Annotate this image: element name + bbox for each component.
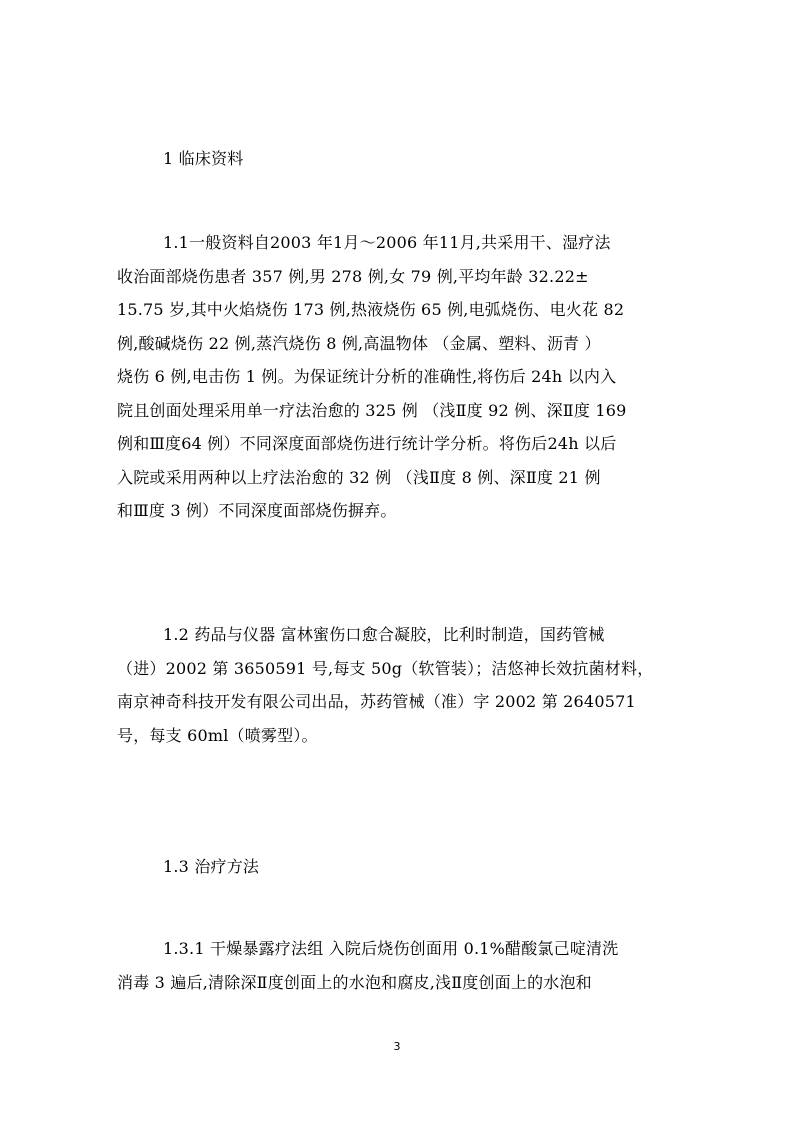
- paragraph-line: 号，每支 60ml（喷雾型）。: [117, 725, 318, 745]
- heading-clinical-data: [117, 142, 702, 176]
- paragraph-line: 1.1一般资料自2003 年1月～2006 年11月,共采用干、湿疗法: [163, 233, 611, 252]
- heading-treatment-method: [117, 850, 702, 884]
- paragraph-line: 南京神奇科技开发有限公司出品，苏药管械（准）字 2002 第 2640571: [117, 692, 636, 711]
- paragraph-line: 和Ⅲ度 3 例）不同深度面部烧伤摒弃。: [117, 501, 397, 520]
- paragraph-line: （进）2002 第 3650591 号,每支 50g（软管装）；洁悠神长效抗菌材料，: [117, 658, 654, 678]
- paragraph-line: 例和Ⅲ度64 例）不同深度面部烧伤进行统计学分析。将伤后24h 以后: [117, 434, 617, 453]
- paragraph-line: 烧伤 6 例,电击伤 1 例。为保证统计分析的准确性,将伤后 24h 以内入: [117, 367, 617, 386]
- paragraph-line: 消毒 3 遍后,清除深Ⅱ度创面上的水泡和腐皮,浅Ⅱ度创面上的水泡和: [117, 972, 592, 992]
- paragraph-line: 入院或采用两种以上疗法治愈的 32 例 （浅Ⅱ度 8 例、深Ⅱ度 21 例: [117, 467, 601, 487]
- paragraph-1-1-general-data: [117, 226, 702, 528]
- paragraph-line: 1.3.1 干燥暴露疗法组 入院后烧伤创面用 0.1%醋酸氯己啶清洗: [163, 939, 619, 958]
- paragraph-1-3-1-dry-exposure: [117, 932, 702, 999]
- paragraph-line: 15.75 岁,其中火焰烧伤 173 例,热液烧伤 65 例,电弧烧伤、电火花 82: [117, 300, 625, 319]
- paragraph-line: 院且创面处理采用单一疗法治愈的 325 例 （浅Ⅱ度 92 例、深Ⅱ度 169: [117, 400, 627, 420]
- page-number: 3: [393, 1040, 401, 1053]
- paragraph-line: 收治面部烧伤患者 357 例,男 278 例,女 79 例,平均年龄 32.22±: [117, 266, 589, 286]
- heading-text: 1.3 治疗方法: [163, 857, 260, 876]
- paragraph-1-2-drugs-instruments: [117, 618, 702, 752]
- paragraph-line: 例,酸碱烧伤 22 例,蒸汽烧伤 8 例,高温物体 （金属、塑料、沥青 ）: [117, 333, 601, 353]
- paragraph-line: 1.2 药品与仪器 富林蜜伤口愈合凝胶，比利时制造，国药管械: [163, 625, 605, 644]
- heading-text: 1 临床资料: [163, 149, 244, 168]
